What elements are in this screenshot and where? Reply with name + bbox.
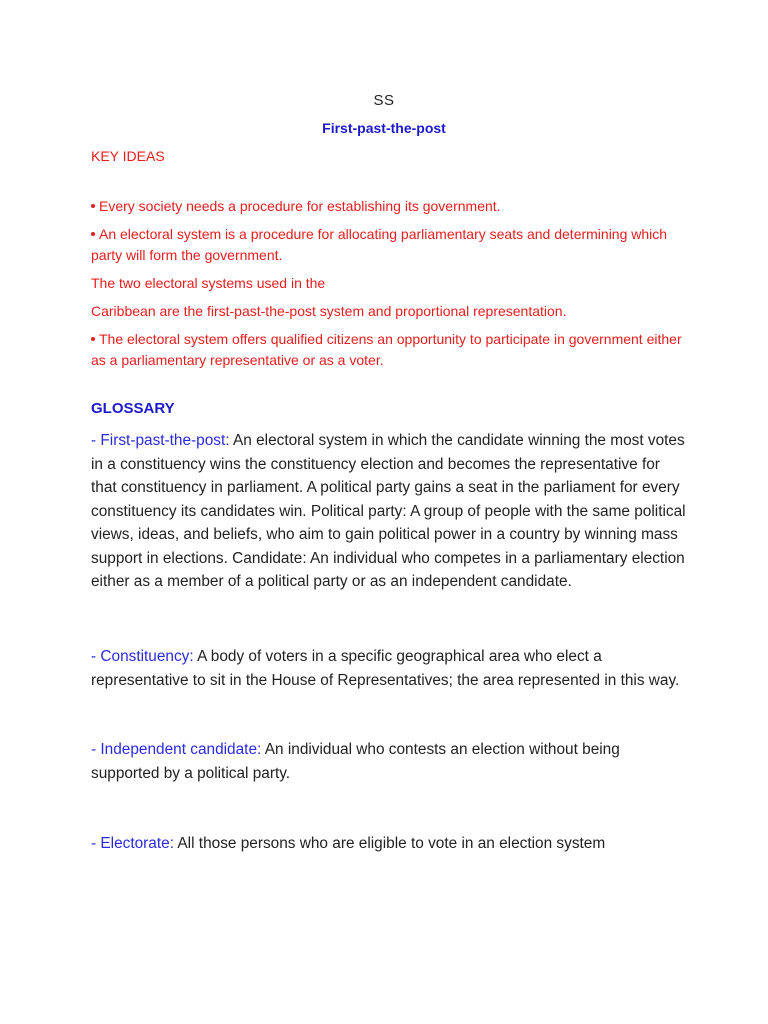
glossary-term: - Constituency: — [91, 648, 194, 665]
spacer — [91, 167, 691, 196]
glossary-term: - Electorate: — [91, 835, 174, 852]
bullet-icon — [91, 337, 95, 341]
key-ideas-heading: KEY IDEAS — [91, 148, 165, 164]
key-idea-item: The electoral system offers qualified citizens an opportunity to participate in government either as a parliamentary representative or as a voter. — [91, 331, 682, 368]
document-title: First-past-the-post — [322, 120, 446, 136]
glossary-term: - Independent candidate: — [91, 741, 262, 758]
glossary-entry — [91, 832, 687, 856]
glossary-definition: All those persons who are eligible to vote in an election system — [177, 835, 606, 852]
subject-label: SS — [373, 92, 395, 109]
glossary-entry — [91, 429, 687, 594]
key-idea-item: Caribbean are the first-past-the-post system and proportional representation. — [91, 303, 567, 319]
glossary-entry — [91, 738, 687, 785]
key-idea-item: The two electoral systems used in the — [91, 275, 326, 291]
key-idea-item: Every society needs a procedure for establishing its government. — [91, 196, 691, 217]
bullet-icon — [91, 204, 95, 208]
glossary-section — [91, 400, 691, 852]
glossary-heading: GLOSSARY — [91, 400, 175, 417]
key-idea-item: An electoral system is a procedure for allocating parliamentary seats and determining which party will form the government. — [91, 226, 668, 263]
key-ideas-section — [91, 146, 691, 371]
glossary-definition: A body of voters in a specific geographical area who elect a representative to sit in the House of Representatives; the area represented in this way. — [91, 648, 680, 689]
glossary-definition: An electoral system in which the candidate winning the most votes in a constituency wins the constituency election and becomes the representative for that constituency in parliament. A political party gains a seat in the parliament for every constituency its candidates win. Political party: A group of people with the same political views, ideas, and beliefs, who aim to gain political power in a country by winning mass support in elections. Candidate: An individual who competes in a parliamentary election either as a member of a political party or as an independent candidate. — [91, 432, 686, 590]
glossary-definition: An individual who contests an election without being supported by a political party. — [91, 741, 620, 782]
glossary-entry — [91, 645, 687, 692]
bullet-icon — [91, 232, 95, 236]
glossary-term: - First-past-the-post: — [91, 432, 230, 449]
